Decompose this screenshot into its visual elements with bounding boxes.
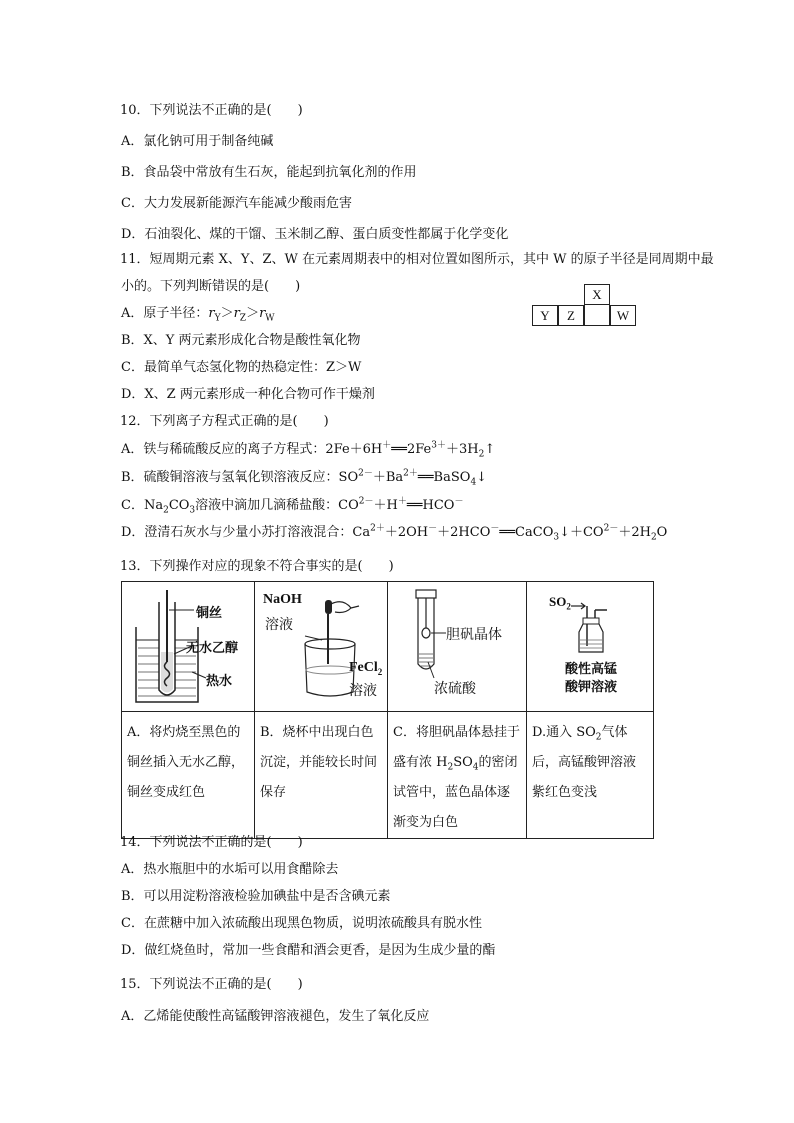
sup: 3＋ (431, 440, 446, 451)
text: ══BaSO (417, 470, 471, 485)
experiment-figure-d (527, 582, 654, 712)
q12-stem: 12．下列离子方程式正确的是( ) (120, 414, 329, 429)
text: ↓＋CO (559, 525, 604, 540)
cell-y: Y (532, 305, 558, 326)
text: ＋2OH (384, 525, 429, 540)
label-naoh: NaOH (263, 592, 302, 607)
experiment-option-c (388, 712, 527, 839)
text: FeCl (349, 660, 378, 675)
sup: 2－ (603, 523, 619, 534)
label-fecl2 (349, 660, 382, 676)
experiment-option-d (527, 712, 654, 839)
sup: － (454, 496, 464, 507)
radius-symbol: r (259, 306, 266, 321)
sub: 2 (595, 732, 602, 743)
q14-option-c: C．在蔗糖中加入浓硫酸出现黑色物质，说明浓硫酸具有脱水性 (121, 916, 482, 931)
cell-x: X (584, 284, 610, 305)
label-hot-water: 热水 (206, 674, 233, 689)
precipitate-arrow: ↓ (476, 470, 488, 485)
experiment-figure-a (122, 582, 255, 712)
text: B．硫酸铜溶液与氢氧化钡溶液反应：SO (121, 470, 359, 485)
q10-option-a: A．氯化钠可用于制备纯碱 (121, 134, 274, 149)
q10-stem: 10．下列说法不正确的是( ) (120, 103, 303, 118)
q13-stem: 13．下列操作对应的现象不符合事实的是( ) (120, 559, 394, 574)
sup: － (428, 523, 438, 534)
text: ＋2H (618, 525, 651, 540)
cell-w: W (610, 305, 636, 326)
sub: 2 (447, 762, 454, 773)
q11-option-c: C．最简单气态氢化物的热稳定性：Z＞W (121, 360, 362, 375)
experiment-table (121, 581, 654, 839)
q14-option-d: D．做红烧鱼时，常加一些食醋和酒会更香，是因为生成少量的酯 (121, 943, 496, 958)
text: CO (168, 498, 190, 513)
q14-option-b: B．可以用淀粉溶液检验加碘盐中是否含碘元素 (121, 889, 391, 904)
sup: 2＋ (403, 468, 418, 479)
sub: 2 (377, 666, 383, 677)
text: ＋3H (445, 442, 479, 457)
gt-sign: ＞ (246, 306, 260, 321)
text: 溶液中滴加几滴稀盐酸：CO (195, 498, 359, 513)
sub-w: W (265, 313, 275, 324)
label-solution-2: 溶液 (349, 683, 377, 699)
label-solution-1: 溶液 (265, 617, 293, 633)
text: ══2Fe (391, 442, 432, 457)
q10-option-b: B．食品袋中常放有生石灰，能起到抗氧化剂的作用 (121, 165, 417, 180)
sub: 2 (478, 449, 485, 460)
sup: 2－ (358, 468, 373, 479)
label-ethanol: 无水乙醇 (186, 641, 239, 656)
text: D.通入 SO (532, 725, 596, 740)
text: A．铁与稀硫酸反应的离子方程式：2Fe＋6H (121, 442, 383, 457)
text: SO (549, 594, 567, 609)
radius-symbol: r (208, 306, 215, 321)
sub: 2 (566, 601, 571, 612)
text: 的密闭试管中，蓝色晶体逐渐变为白色 (393, 755, 518, 830)
sub: 2 (650, 532, 657, 543)
experiment-option-b: B．烧杯中出现白色沉淀，并能较长时间保存 (255, 712, 388, 839)
q11-option-a (121, 305, 275, 323)
experiment-option-a: A．将灼烧至黑色的铜丝插入无水乙醇，铜丝变成红色 (122, 712, 255, 839)
experiment-figure-c (388, 582, 527, 712)
sup: ＋ (397, 496, 407, 507)
sub-z: Z (239, 313, 247, 324)
q11-option-d: D．X、Z 两元素形成一种化合物可作干燥剂 (121, 387, 375, 402)
q11-option-b: B．X、Y 两元素形成化合物是酸性氧化物 (121, 333, 361, 348)
text: ＋2HCO (437, 525, 491, 540)
text: ══HCO (406, 498, 455, 513)
q12-option-c (121, 497, 463, 515)
text: C．Na (121, 498, 164, 513)
q12-option-a (121, 441, 495, 459)
experiment-figure-b (255, 582, 388, 712)
q15-stem: 15．下列说法不正确的是( ) (120, 977, 303, 992)
radius-symbol: r (233, 306, 240, 321)
q10-option-d: D．石油裂化、煤的干馏、玉米制乙醇、蛋白质变性都属于化学变化 (121, 227, 509, 242)
sup: － (490, 523, 500, 534)
sub: 3 (553, 532, 560, 543)
text: ＋H (373, 498, 398, 513)
text: D．澄清石灰水与少量小苏打溶液混合：Ca (121, 525, 371, 540)
label-copper-wire: 铜丝 (196, 606, 223, 621)
gas-arrow: ↑ (484, 442, 496, 457)
q12-option-b (121, 469, 487, 487)
sub-y: Y (214, 313, 221, 324)
sup: 2－ (358, 496, 374, 507)
label-acidic-kmno4-2: 酸钾溶液 (565, 680, 618, 695)
text: 气体后，高锰酸钾溶液紫红色变浅 (532, 725, 637, 800)
cell-z: Z (558, 305, 584, 326)
text: ══CaCO (499, 525, 554, 540)
text: ＋Ba (372, 470, 404, 485)
label-so2 (549, 594, 571, 610)
gt-sign: ＞ (220, 306, 234, 321)
sup: ＋ (382, 440, 392, 451)
q12-option-d (121, 524, 667, 542)
sub: 3 (189, 505, 196, 516)
text: SO (453, 755, 473, 770)
sub: 4 (470, 477, 477, 488)
sub: 2 (163, 505, 169, 516)
label-blue-vitriol: 胆矾晶体 (446, 627, 502, 643)
text: C．将胆矾晶体悬挂于盛有浓 H (393, 725, 520, 770)
q11-stem-line2: 小的。下列判断错误的是( ) (121, 279, 301, 294)
label-conc-sulfuric: 浓硫酸 (434, 681, 476, 697)
q14-stem: 14．下列说法不正确的是( ) (120, 835, 303, 850)
sub: 4 (472, 762, 479, 773)
q11-option-a-prefix: A．原子半径： (121, 306, 209, 321)
q10-option-c: C．大力发展新能源汽车能减少酸雨危害 (121, 196, 352, 211)
label-acidic-kmno4-1: 酸性高锰 (565, 662, 618, 677)
q15-option-a: A．乙烯能使酸性高锰酸钾溶液褪色，发生了氧化反应 (121, 1009, 430, 1024)
cell-empty (584, 305, 610, 326)
q11-stem-line1: 11．短周期元素 X、Y、Z、W 在元素周期表中的相对位置如图所示，其中 W 的原子半径是同周期中最 (120, 252, 714, 267)
sup: 2＋ (370, 523, 385, 534)
q14-option-a: A．热水瓶胆中的水垢可以用食醋除去 (121, 862, 339, 877)
text: O (656, 525, 668, 540)
